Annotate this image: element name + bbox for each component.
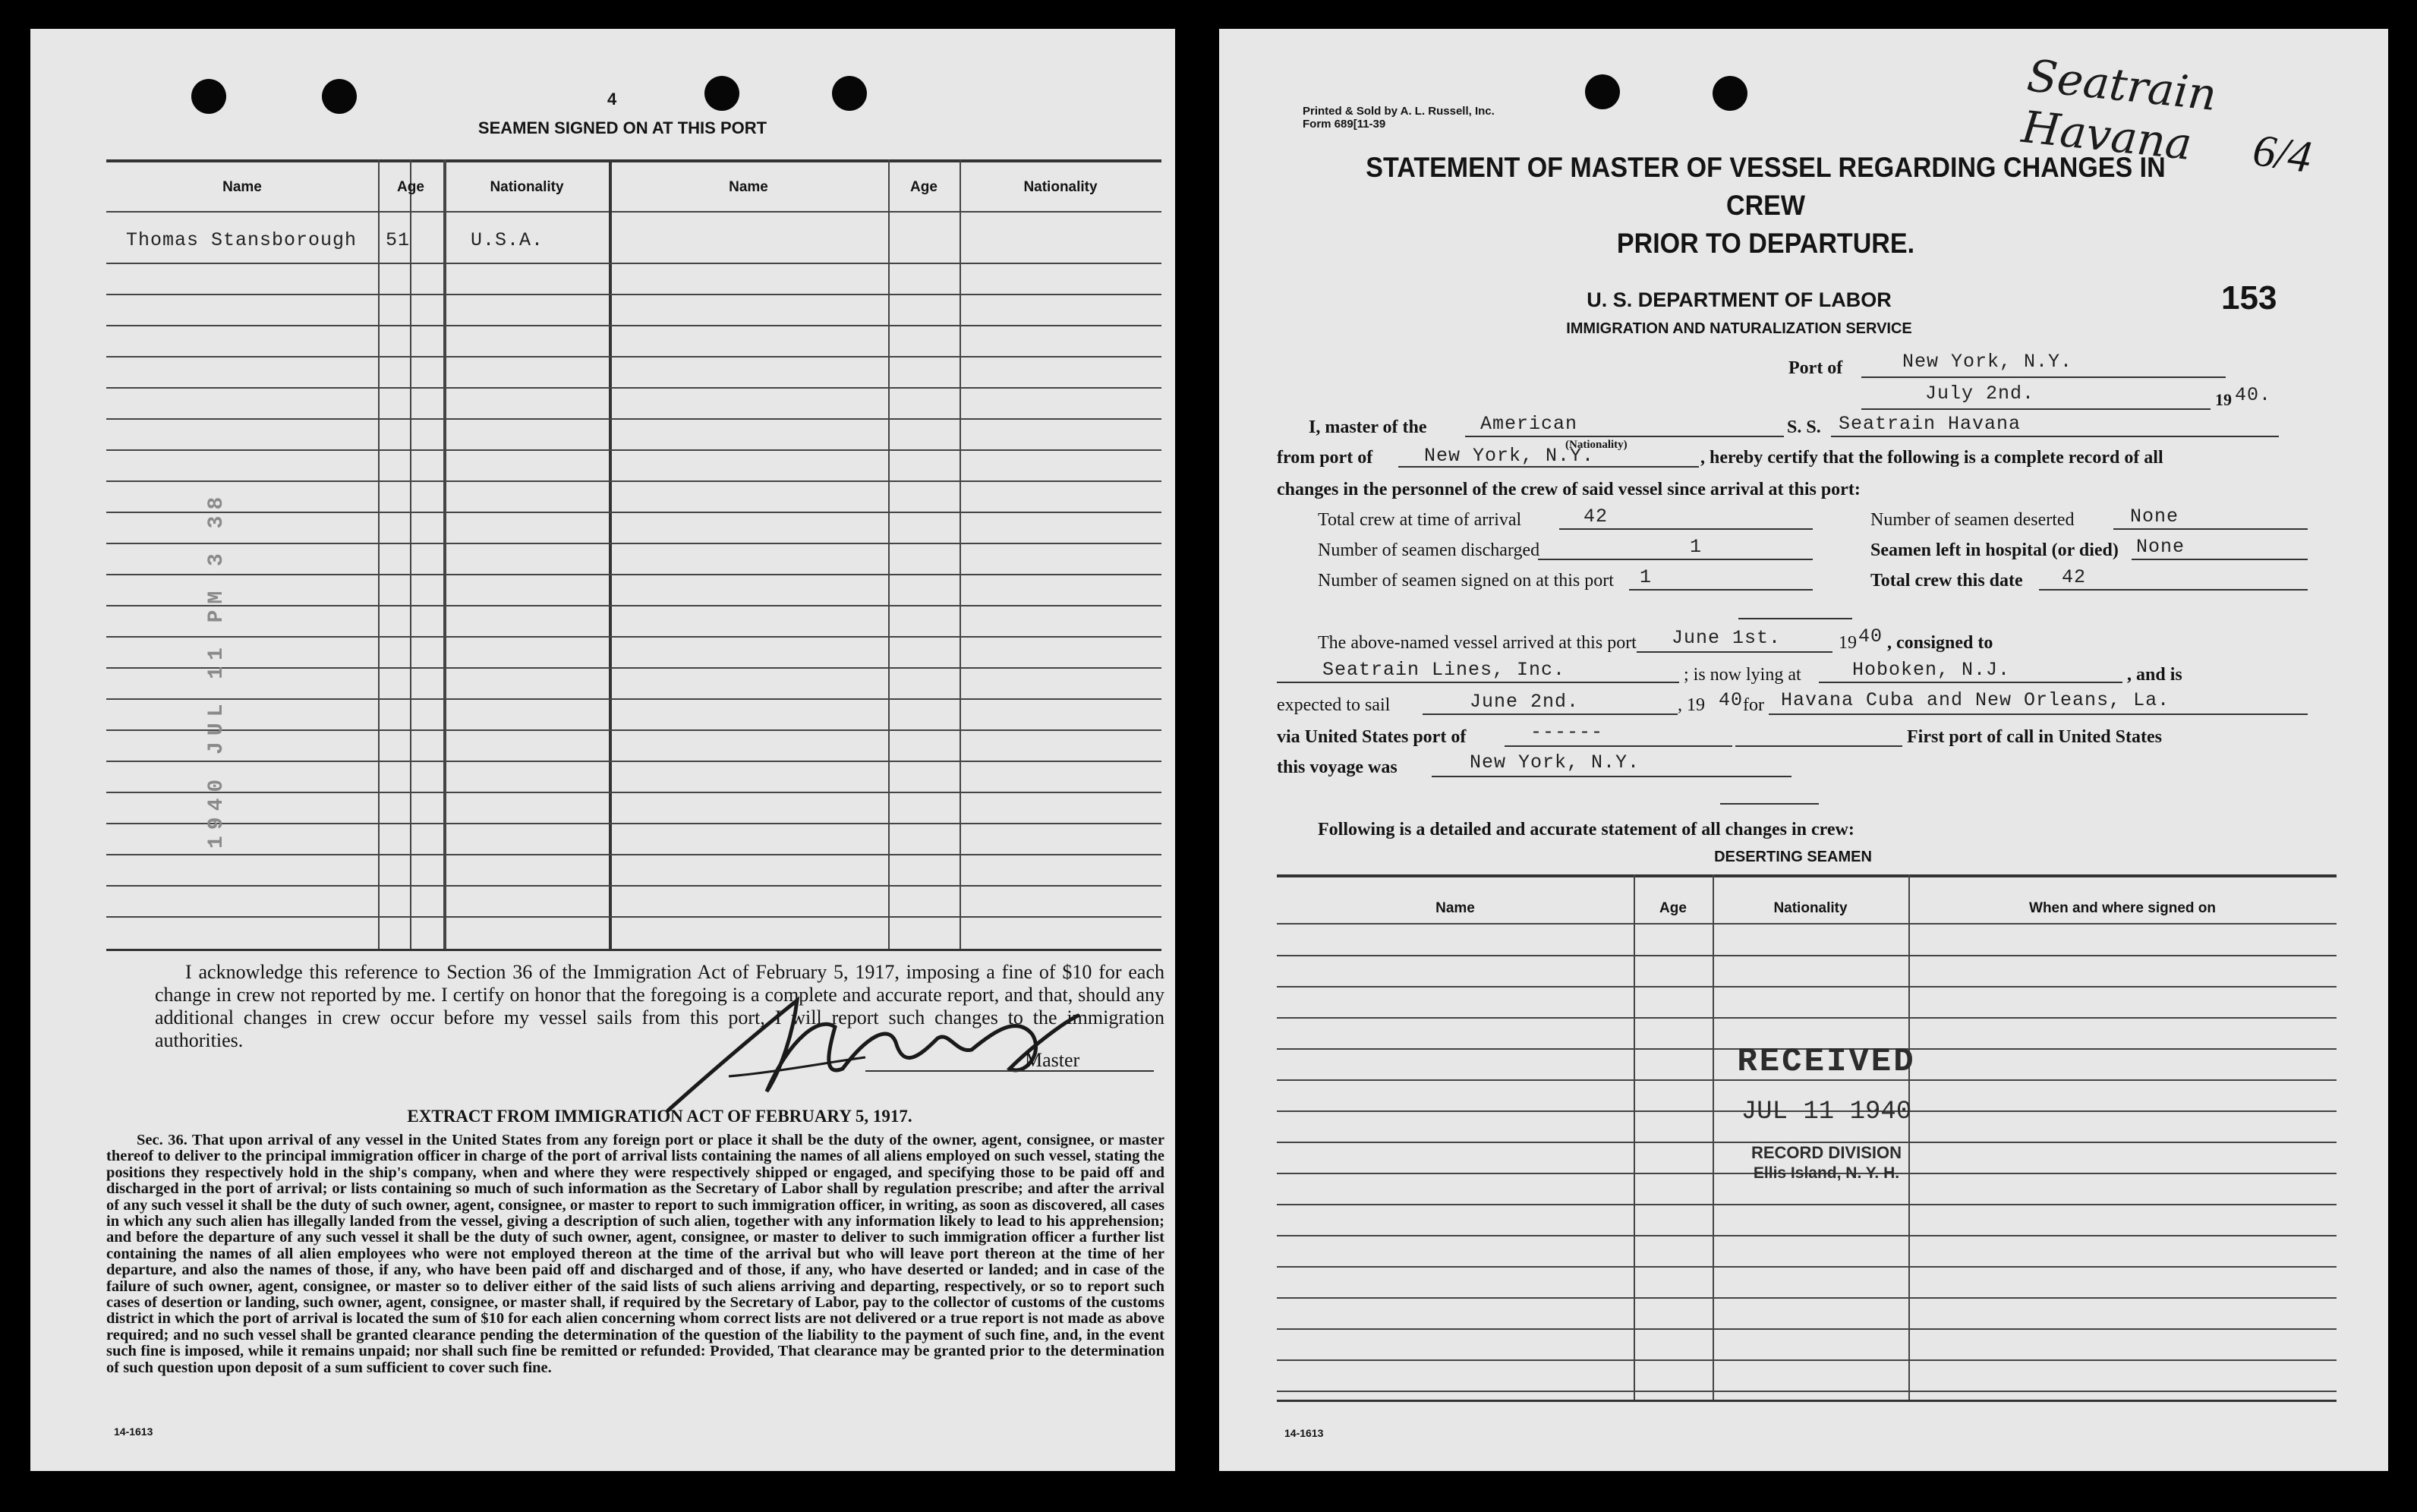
for-label: for <box>1743 695 1764 715</box>
table-row-line <box>106 823 1161 824</box>
extract-text: Sec. 36. That upon arrival of any vessel in the United States from any foreign port or place it shall be the duty of the owner, agent, consignee, or master thereof to deliver to the principal immigration officer in charge of the port of arrival lists containing the names of all aliens employed on such vessel, stating the positions they respectively hold in the ship's company, when and where they were respectively shipped or engaged, and specifying those to be paid off and discharged in the port of arrival; or lists containing so much of such information as the Secretary of Labor shall by regulation prescribe; and after the arrival of any such vessel it shall be the duty of such owner, agent, consignee, or master to report to such immigration officer, in writing, as soon as discovered, all cases in which any such alien has illegally landed from the vessel, giving a description of such alien, together with any information likely to lead to his apprehension; and before the departure of any such vessel it shall be the duty of such owner, agent, consignee, or master to deliver to such immigration officer a further list containing the names of all alien employees who were not employed thereon at the time of the arrival but who will leave port thereon at the time of her departure, and also the names of those, if any, who have been paid off and discharged and of those, if any, who have deserted or landed; and in case of the failure of such owner, agent, consignee, or master so to deliver either of the said lists of such aliens arriving and departing, respectively, or so to report such cases of desertion or landing, such owner, agent, consignee, or master shall, if required by the Secretary of Labor, pay to the collector of customs of the customs district in which the port of arrival is located the sum of $10 for each alien concerning whom correct lists are not delivered or a true report is not made as above required; and no such vessel shall be granted clearance pending the determination of the question of the liability to the payment of such fine, and, in the event such fine is imposed, while it remains unpaid; nor shall such fine be remitted or refunded: Provided, That clearance may be granted prior to the determination of such question upon deposit of a sum sufficient to cover such fine. <box>106 1132 1164 1376</box>
date-year: 40. <box>2235 384 2272 406</box>
table-row-line <box>1277 1204 2337 1205</box>
table-row-line <box>106 667 1161 669</box>
table-cell-name: Thomas Stansborough <box>126 229 358 251</box>
punch-hole <box>1585 74 1620 109</box>
consignee-value: Seatrain Lines, Inc. <box>1322 659 1566 681</box>
signed-on-label: Number of seamen signed on at this port <box>1318 571 1614 591</box>
table-row-line <box>106 294 1161 295</box>
hospital-value: None <box>2136 536 2185 558</box>
column-header-name-2: Name <box>729 179 768 195</box>
master-of-label: I, master of the <box>1309 417 1427 437</box>
table-row-line <box>106 480 1161 482</box>
column-header-age: Age <box>1659 900 1687 916</box>
printer-credit <box>1303 105 1495 131</box>
table-row-line <box>106 449 1161 451</box>
document-number: 153 <box>2221 279 2277 317</box>
table-row-line <box>106 512 1161 513</box>
form-code: 14-1613 <box>1284 1427 1324 1439</box>
table-row-line <box>1277 1017 2337 1019</box>
table-row-line <box>1277 1391 2337 1392</box>
acknowledgement-text: I acknowledge this reference to Section 36 of the Immigration Act of February 5, 1917, imposing a fine of $10 for each change in crew not reported by me. I certify on honor that the foregoing is a complete and accurate report, and that, should any additional changes in crew occur before my vessel sails from this port, I will report such changes to the immigration authorities. <box>155 961 1164 1051</box>
table-row-line <box>106 356 1161 358</box>
page-number: 4 <box>607 90 617 109</box>
table-row-line <box>1277 1328 2337 1330</box>
expected-year-prefix: , 19 <box>1678 695 1705 715</box>
table-row-line <box>106 854 1161 855</box>
vessel-name: Seatrain Havana <box>1839 413 2022 435</box>
date-value: July 2nd. <box>1925 383 2035 405</box>
arrived-year: 40 <box>1858 625 1883 647</box>
left-page <box>30 29 1175 1471</box>
table-row-line <box>1277 986 2337 988</box>
table-row-line <box>106 636 1161 638</box>
table-cell-nationality: U.S.A. <box>471 229 544 251</box>
table-row-line <box>1277 1297 2337 1299</box>
expected-year: 40 <box>1719 689 1744 711</box>
extract-title: EXTRACT FROM IMMIGRATION ACT OF FEBRUARY 5, 1917. <box>407 1107 912 1126</box>
punch-hole <box>322 79 357 114</box>
table-row-line <box>1277 1235 2337 1236</box>
discharged-label: Number of seamen discharged <box>1318 540 1540 560</box>
received-stamp-location: Ellis Island, N. Y. H. <box>1753 1164 1900 1182</box>
date-year-prefix: 19 <box>2215 390 2232 409</box>
arrived-label: The above-named vessel arrived at this port <box>1318 633 1637 653</box>
form-code: 14-1613 <box>114 1425 153 1438</box>
table-row-line <box>106 698 1161 700</box>
discharged-value: 1 <box>1690 536 1703 558</box>
total-crew-arrival-label: Total crew at time of arrival <box>1318 510 1522 530</box>
department-name: U. S. DEPARTMENT OF LABOR <box>1587 288 1892 311</box>
table-row-line <box>106 574 1161 575</box>
handwritten-mark: 6/4 <box>2249 124 2315 183</box>
column-header-age: Age <box>397 179 424 195</box>
port-value: New York, N.Y. <box>1902 351 2073 373</box>
table-row-line <box>106 543 1161 544</box>
via-label: via United States port of <box>1277 727 1467 747</box>
total-crew-date-label: Total crew this date <box>1870 571 2023 591</box>
service-name: IMMIGRATION AND NATURALIZATION SERVICE <box>1566 320 1912 337</box>
table-row-line <box>106 387 1161 389</box>
table-row-line <box>106 792 1161 793</box>
right-page <box>1219 29 2388 1471</box>
handwritten-note: Seatrain Havana <box>2019 49 2220 171</box>
table-row-line <box>106 885 1161 887</box>
section-title: SEAMEN SIGNED ON AT THIS PORT <box>477 118 767 137</box>
nationality-value: American <box>1480 413 1578 435</box>
from-port-value: New York, N.Y. <box>1424 445 1595 467</box>
received-stamp <box>1659 1043 1993 1183</box>
form-number: Form 689[11-39 <box>1303 118 1386 131</box>
received-stamp-date: JUL 11 1940 <box>1741 1098 1912 1126</box>
table-row-line <box>1277 955 2337 956</box>
table-row-line <box>106 916 1161 918</box>
nationality-caption: (Nationality) <box>1565 439 1628 451</box>
punch-hole <box>1713 76 1747 111</box>
punch-hole <box>191 79 226 114</box>
column-header-nationality-2: Nationality <box>1023 179 1098 195</box>
consigned-label: , consigned to <box>1887 633 1993 653</box>
table-row-line <box>106 729 1161 731</box>
table-row-line <box>106 605 1161 606</box>
port-label: Port of <box>1788 358 1843 378</box>
certify-text: , hereby certify that the following is a complete record of all <box>1700 448 2163 468</box>
punch-hole <box>704 76 739 111</box>
date-time-stamp: 1940 JUL 11 PM 3 38 <box>205 490 228 849</box>
expected-label: expected to sail <box>1277 695 1391 715</box>
column-header-age-2: Age <box>910 179 937 195</box>
hospital-label: Seamen left in hospital (or died) <box>1870 540 2119 560</box>
table-row-line <box>1277 1359 2337 1361</box>
received-stamp-title: RECEIVED <box>1737 1043 1916 1081</box>
table-row-line <box>106 418 1161 420</box>
table-row-line <box>106 325 1161 326</box>
signed-on-value: 1 <box>1640 566 1653 588</box>
changes-text: changes in the personnel of the crew of said vessel since arrival at this port: <box>1277 480 1861 499</box>
total-crew-arrival-value: 42 <box>1583 506 1609 528</box>
lying-value: Hoboken, N.J. <box>1852 659 2011 681</box>
table-row-line <box>1277 1266 2337 1268</box>
document-title <box>1353 149 2178 263</box>
first-port-label: First port of call in United States <box>1907 727 2162 747</box>
column-header-name: Name <box>1435 900 1475 916</box>
master-label: Master <box>1025 1049 1080 1071</box>
printer-line: Printed & Sold by A. L. Russell, Inc. <box>1303 105 1495 118</box>
column-header-name: Name <box>222 179 262 195</box>
arrived-year-prefix: 19 <box>1839 633 1857 653</box>
expected-value: June 2nd. <box>1470 691 1580 713</box>
this-voyage-value: New York, N.Y. <box>1470 751 1640 773</box>
column-header-nationality: Nationality <box>490 179 564 195</box>
deserted-label: Number of seamen deserted <box>1870 510 2075 530</box>
table-row-line <box>106 263 1161 264</box>
from-port-label: from port of <box>1277 448 1373 468</box>
following-text: Following is a detailed and accurate statement of all changes in crew: <box>1318 820 1855 839</box>
via-value: ------ <box>1530 721 1604 743</box>
received-stamp-division: RECORD DIVISION <box>1751 1143 1902 1162</box>
column-header-nationality: Nationality <box>1773 900 1848 916</box>
this-voyage-label: this voyage was <box>1277 758 1398 777</box>
table-row-line <box>106 761 1161 762</box>
total-crew-date-value: 42 <box>2062 566 2087 588</box>
title-line-1: STATEMENT OF MASTER OF VESSEL REGARDING CHANGES IN CREW <box>1366 152 2166 221</box>
ss-label: S. S. <box>1787 417 1821 437</box>
deserting-seamen-title: DESERTING SEAMEN <box>1714 849 1872 865</box>
lying-label: ; is now lying at <box>1684 665 1801 685</box>
arrived-value: June 1st. <box>1672 627 1782 649</box>
and-is-label: , and is <box>2127 665 2182 685</box>
title-line-2: PRIOR TO DEPARTURE. <box>1616 228 1915 259</box>
deserted-value: None <box>2130 506 2179 528</box>
column-header-signed-on: When and where signed on <box>2029 900 2216 916</box>
punch-hole <box>832 76 867 111</box>
destination-value: Havana Cuba and New Orleans, La. <box>1781 689 2170 711</box>
table-cell-age: 51 <box>386 229 411 251</box>
